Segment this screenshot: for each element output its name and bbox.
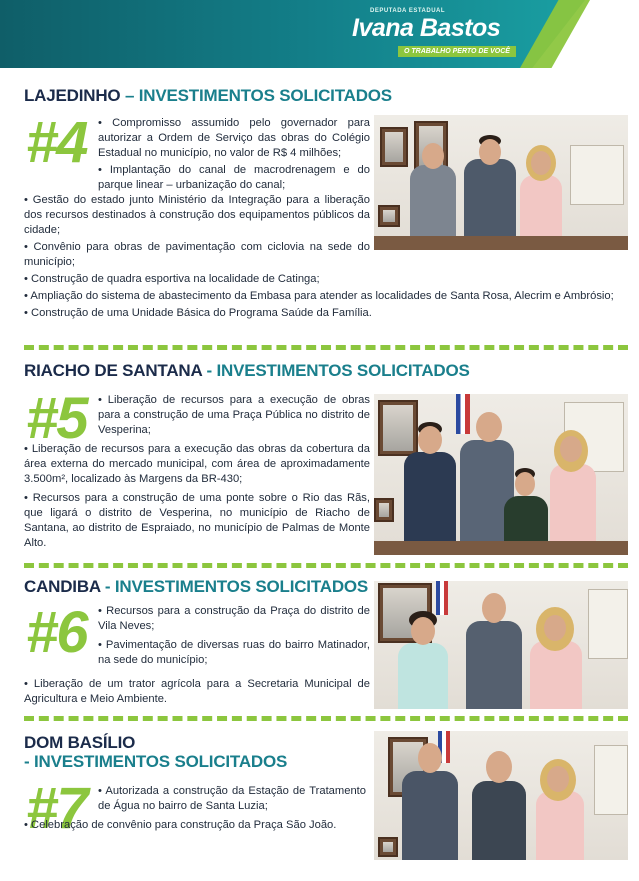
brand-role: DEPUTADA ESTADUAL — [370, 8, 446, 14]
item-list-mid — [24, 442, 370, 553]
brand-slogan: O TRABALHO PERTO DE VOCÊ — [398, 46, 516, 57]
section-divider — [24, 716, 628, 721]
title-dash: – — [124, 86, 135, 105]
item-list-bottom — [24, 272, 628, 323]
section-number: #4 — [26, 110, 87, 175]
section-subtitle: INVESTIMENTOS SOLICITADOS — [34, 752, 288, 771]
list-item: • Liberação de recursos para a execução das obras da cobertura da área externa do mercado municipal, com área de aproximadamente 3.500m², localizado às Margens da BR-430; — [24, 443, 370, 485]
title-dash: - — [24, 752, 30, 771]
title-dash: - — [206, 361, 212, 380]
brand-logo — [352, 8, 522, 60]
city-name: LAJEDINHO — [24, 86, 121, 105]
item-list-top — [98, 393, 370, 440]
list-item: • Compromisso assumido pelo governador para autorizar a Ordem de Serviço das obras do Colégio Estadual no município, no valor de R$ 4 milhões; — [98, 117, 370, 159]
item-list-mid — [24, 677, 370, 709]
list-item: • Autorizada a construção da Estação de Tratamento de Água no bairro de Santa Luzia; — [98, 785, 366, 812]
list-item: • Recursos para a construção da Praça do distrito de Vila Neves; — [98, 605, 370, 632]
photo-dom-basilio — [374, 731, 628, 860]
list-item: • Liberação de recursos para a execução de obras para a construção de uma Praça Pública no distrito de Vesperina; — [98, 394, 370, 436]
item-list-top — [98, 604, 370, 670]
item-list-top — [98, 784, 366, 816]
brand-name: Ivana Bastos — [352, 14, 501, 42]
section-subtitle: INVESTIMENTOS SOLICITADOS — [216, 361, 470, 380]
list-item: • Pavimentação de diversas ruas do bairro Matinador, na sede do município; — [98, 639, 370, 666]
photo-candiba — [374, 581, 628, 709]
section-number: #5 — [26, 386, 87, 451]
list-item: • Gestão do estado junto Ministério da Integração para a liberação dos recursos destinados à construção dos equipamentos públicos da cidade; — [24, 194, 370, 236]
list-item: • Ampliação do sistema de abastecimento da Embasa para atender as localidades de Santa Rosa, Alecrim e Ambrósio; — [24, 290, 614, 302]
list-item: • Implantação do canal de macrodrenagem e do parque linear – urbanização do canal; — [98, 164, 370, 191]
city-name: RIACHO DE SANTANA — [24, 361, 202, 380]
photo-lajedinho — [374, 115, 628, 250]
section-number: #6 — [26, 600, 87, 665]
item-list-mid — [24, 193, 370, 272]
photo-riacho-de-santana — [374, 394, 628, 555]
section-title-dom-basilio-subtitle — [24, 752, 287, 772]
item-list-mid — [24, 818, 366, 835]
section-subtitle: INVESTIMENTOS SOLICITADOS — [138, 86, 392, 105]
list-item: • Liberação de um trator agrícola para a Secretaria Municipal de Agricultura e Meio Ambiente. — [24, 678, 370, 705]
section-subtitle: INVESTIMENTOS SOLICITADOS — [114, 577, 369, 596]
list-item: • Celebração de convênio para construção da Praça São João. — [24, 819, 337, 831]
section-number: #7 — [26, 776, 87, 841]
list-item: • Recursos para a construção de uma ponte sobre o Rio das Rãs, que ligará o distrito de Vesperina, no município de Riacho de Santana, ao distrito de Espraiado, no município de Palmas de Monte Alto. — [24, 492, 370, 549]
list-item: • Construção de quadra esportiva na localidade de Catinga; — [24, 273, 320, 285]
city-name: CANDIBA — [24, 577, 101, 596]
list-item: • Construção de uma Unidade Básica do Programa Saúde da Família. — [24, 307, 372, 319]
section-divider — [24, 345, 628, 350]
section-title-candiba — [24, 577, 368, 597]
city-name: DOM BASÍLIO — [24, 733, 136, 752]
list-item: • Convênio para obras de pavimentação com ciclovia na sede do município; — [24, 241, 370, 268]
item-list-top — [98, 116, 370, 195]
section-title-lajedinho — [24, 86, 392, 106]
section-divider — [24, 563, 628, 568]
section-title-dom-basilio-city — [24, 733, 135, 753]
section-title-riacho-de-santana — [24, 361, 470, 381]
title-dash: - — [104, 577, 111, 596]
page-header — [0, 0, 639, 68]
